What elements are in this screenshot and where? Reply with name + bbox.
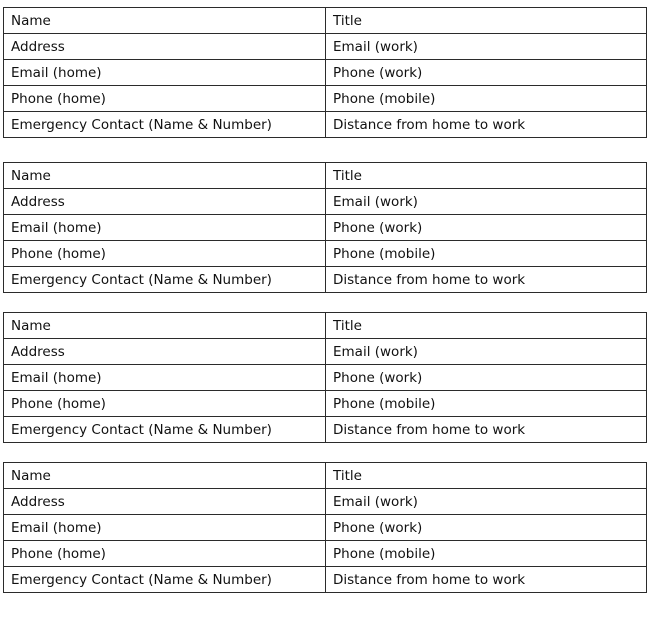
table-row bbox=[4, 489, 647, 515]
phone-work-field[interactable]: Phone (work) bbox=[326, 365, 647, 391]
email-home-field[interactable]: Email (home) bbox=[4, 215, 326, 241]
table-row bbox=[4, 267, 647, 293]
phone-work-field[interactable]: Phone (work) bbox=[326, 215, 647, 241]
phone-work-field[interactable]: Phone (work) bbox=[326, 60, 647, 86]
address-field[interactable]: Address bbox=[4, 489, 326, 515]
table-row bbox=[4, 365, 647, 391]
phone-mobile-field[interactable]: Phone (mobile) bbox=[326, 86, 647, 112]
title-field[interactable]: Title bbox=[326, 8, 647, 34]
table-row bbox=[4, 241, 647, 267]
table-row bbox=[4, 463, 647, 489]
title-field[interactable]: Title bbox=[326, 163, 647, 189]
phone-home-field[interactable]: Phone (home) bbox=[4, 391, 326, 417]
contact-form-3 bbox=[3, 312, 647, 443]
table-row bbox=[4, 391, 647, 417]
table-row bbox=[4, 60, 647, 86]
table-row bbox=[4, 189, 647, 215]
contact-table bbox=[3, 7, 647, 138]
email-home-field[interactable]: Email (home) bbox=[4, 515, 326, 541]
contact-table bbox=[3, 312, 647, 443]
distance-field[interactable]: Distance from home to work bbox=[326, 417, 647, 443]
contact-form-1 bbox=[3, 7, 647, 138]
title-field[interactable]: Title bbox=[326, 463, 647, 489]
phone-home-field[interactable]: Phone (home) bbox=[4, 541, 326, 567]
table-row bbox=[4, 313, 647, 339]
distance-field[interactable]: Distance from home to work bbox=[326, 267, 647, 293]
contact-form-4 bbox=[3, 462, 647, 593]
title-field[interactable]: Title bbox=[326, 313, 647, 339]
contact-table bbox=[3, 462, 647, 593]
contact-form-2 bbox=[3, 162, 647, 293]
table-row bbox=[4, 339, 647, 365]
name-field[interactable]: Name bbox=[4, 313, 326, 339]
phone-work-field[interactable]: Phone (work) bbox=[326, 515, 647, 541]
phone-mobile-field[interactable]: Phone (mobile) bbox=[326, 241, 647, 267]
table-row bbox=[4, 86, 647, 112]
emergency-contact-field[interactable]: Emergency Contact (Name & Number) bbox=[4, 267, 326, 293]
distance-field[interactable]: Distance from home to work bbox=[326, 112, 647, 138]
email-home-field[interactable]: Email (home) bbox=[4, 60, 326, 86]
table-row bbox=[4, 34, 647, 60]
table-row bbox=[4, 417, 647, 443]
email-work-field[interactable]: Email (work) bbox=[326, 189, 647, 215]
phone-home-field[interactable]: Phone (home) bbox=[4, 86, 326, 112]
table-row bbox=[4, 8, 647, 34]
emergency-contact-field[interactable]: Emergency Contact (Name & Number) bbox=[4, 112, 326, 138]
address-field[interactable]: Address bbox=[4, 339, 326, 365]
table-row bbox=[4, 515, 647, 541]
name-field[interactable]: Name bbox=[4, 8, 326, 34]
phone-home-field[interactable]: Phone (home) bbox=[4, 241, 326, 267]
email-work-field[interactable]: Email (work) bbox=[326, 34, 647, 60]
table-row bbox=[4, 541, 647, 567]
emergency-contact-field[interactable]: Emergency Contact (Name & Number) bbox=[4, 567, 326, 593]
name-field[interactable]: Name bbox=[4, 163, 326, 189]
email-work-field[interactable]: Email (work) bbox=[326, 339, 647, 365]
table-row bbox=[4, 567, 647, 593]
table-row bbox=[4, 163, 647, 189]
table-row bbox=[4, 112, 647, 138]
phone-mobile-field[interactable]: Phone (mobile) bbox=[326, 541, 647, 567]
address-field[interactable]: Address bbox=[4, 189, 326, 215]
email-work-field[interactable]: Email (work) bbox=[326, 489, 647, 515]
distance-field[interactable]: Distance from home to work bbox=[326, 567, 647, 593]
phone-mobile-field[interactable]: Phone (mobile) bbox=[326, 391, 647, 417]
emergency-contact-field[interactable]: Emergency Contact (Name & Number) bbox=[4, 417, 326, 443]
contact-table bbox=[3, 162, 647, 293]
email-home-field[interactable]: Email (home) bbox=[4, 365, 326, 391]
address-field[interactable]: Address bbox=[4, 34, 326, 60]
name-field[interactable]: Name bbox=[4, 463, 326, 489]
table-row bbox=[4, 215, 647, 241]
